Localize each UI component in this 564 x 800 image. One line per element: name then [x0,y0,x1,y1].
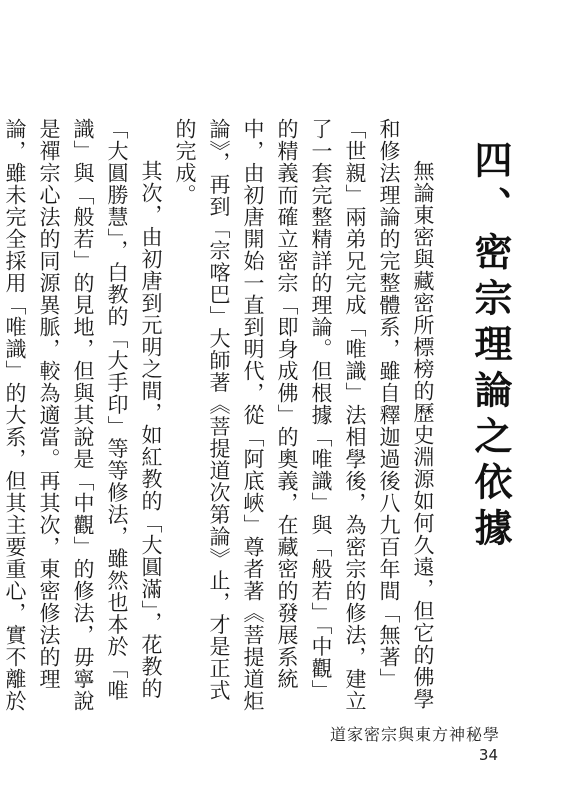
running-footer-title: 道家密宗與東方神秘學 [329,725,500,744]
paragraph-1: 無論東密與藏密所標榜的歷史淵源如何久遠，但它的佛學和修法理論的完整體系，雖自釋迦過後八九百年間「無著」「世親」兩弟兄完成「唯識」法相學後，為密宗的修法，建立了一套完整精詳的理論。但根據「唯識」與「般若」「中觀」的精義而確立密宗「即身成佛」的奧義，在藏密的發展系統中，由初唐開始一直到明代，從「阿底峽」尊者著《菩提道炬論》，再到「宗喀巴」大師著《菩提道次第論》止，才是正式的完成。 [173,118,435,712]
section-heading: 四、密宗理論之依據 [468,140,512,554]
paragraph-2: 其次，由初唐到元明之間，如紅教的「大圓滿」，花教的「大圓勝慧」，白教的「大手印」等等修法，雖然也本於「唯識」與「般若」的見地，但與其說是「中觀」的修法，毋寧說是禪宗心法的同源異脈，較為適當。再其次，東密修法的理論，雖未完全採用「唯識」的大系，但其主要重心，實不離於 [3,118,163,712]
body-text [3,118,440,718]
page-number: 34 [478,746,498,764]
